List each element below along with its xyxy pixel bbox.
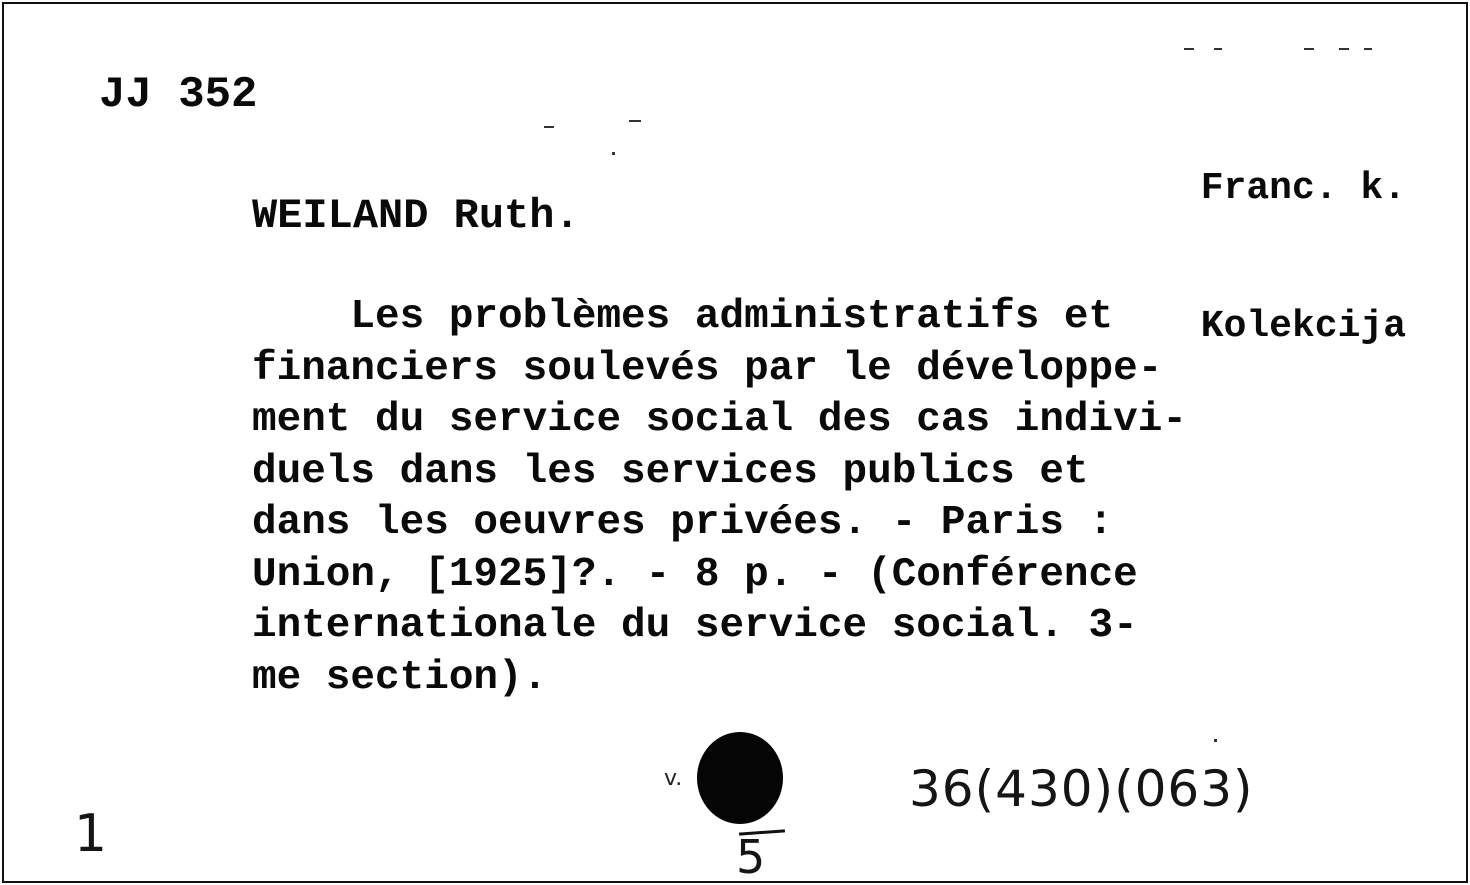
shelfmark: JJ 352 xyxy=(99,70,258,120)
description-line: duels dans les services publics et xyxy=(252,448,1089,495)
author-heading: WEILAND Ruth. xyxy=(252,192,580,240)
description-line: financiers soulevés par le développe- xyxy=(252,345,1163,392)
description-line: ment du service social des cas indivi- xyxy=(252,397,1187,443)
scan-speck xyxy=(1214,48,1222,50)
description-line: Union, [1925]?. - 8 p. - (Conférence xyxy=(252,551,1138,598)
bibliographic-description xyxy=(252,292,1382,704)
description-line: me section). xyxy=(252,654,548,701)
handwritten-mark: 5 xyxy=(736,830,766,884)
scan-speck xyxy=(1184,48,1194,50)
description-line: dans les oeuvres privées. - Paris : xyxy=(252,500,1114,546)
punched-hole-dot xyxy=(697,732,783,824)
collection-line-1: Franc. k. xyxy=(1200,167,1406,210)
scan-speck xyxy=(612,152,615,155)
scan-speck xyxy=(629,120,641,122)
scan-speck xyxy=(1339,48,1349,50)
handwritten-udc-classification: 36(430)(063) xyxy=(909,760,1254,818)
catalog-card xyxy=(2,2,1468,883)
scan-speck xyxy=(1214,739,1217,742)
description-line: Les problèmes administratifs et xyxy=(252,294,1114,340)
scan-speck xyxy=(1304,48,1314,50)
description-line: internationale du service social. 3- xyxy=(252,603,1138,649)
dot-annotation: v. xyxy=(664,766,683,791)
scan-speck xyxy=(544,126,554,128)
handwritten-card-number: 1 xyxy=(74,804,108,864)
scan-speck xyxy=(1364,48,1372,50)
collection-line-2: Kolekcija xyxy=(1200,305,1406,348)
